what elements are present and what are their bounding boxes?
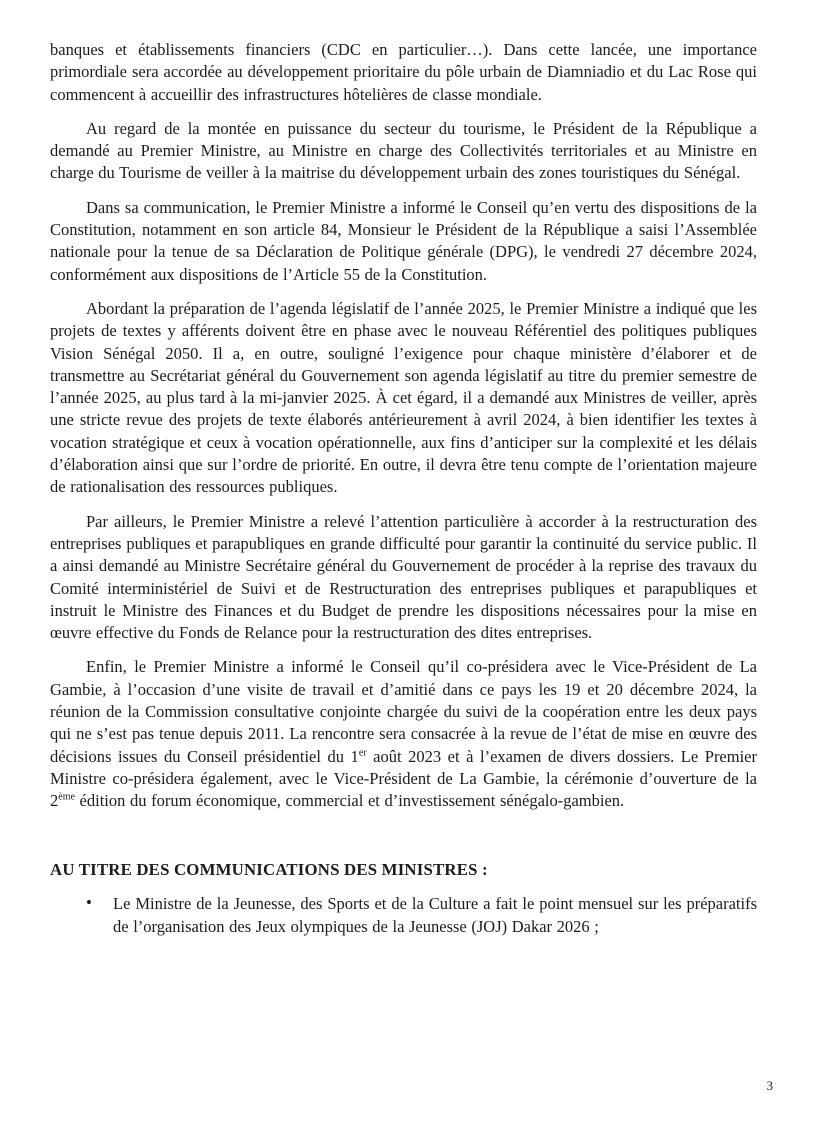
paragraph-agenda-legislatif: Abordant la préparation de l’agenda législatif de l’année 2025, le Premier Ministre a indiqué que les projets de textes y afférents doivent être en phase avec le nouveau Référentiel des politiques publiques Vision Sénégal 2050. Il a, en outre, souligné l’exigence pour chaque ministère d’élaborer et de transmettre au Secrétariat général du Gouvernement son agenda législatif au titre du premier semestre de l’année 2025, au plus tard à la mi-janvier 2025. À cet égard, il a demandé aux Ministres de veiller, après une stricte revue des projets de texte élaborés antérieurement à avril 2024, à bien identifier les textes à vocation stratégique et ceux à vocation opérationnelle, aux fins d’anticiper sur la complexité et les délais d’élaboration ainsi que sur l’ordre de priorité. En outre, il devra être tenu compte de l’orientation majeure de rationalisation des ressources publiques.: [50, 298, 757, 497]
section-heading-communications-ministres: AU TITRE DES COMMUNICATIONS DES MINISTRES :: [50, 859, 488, 879]
paragraph-entreprises-publiques: Par ailleurs, le Premier Ministre a relevé l’attention particulière à accorder à la restructuration des entreprises publiques et parapubliques en grande difficulté pour garantir la continuité du service public. Il a ainsi demandé au Ministre Secrétaire général du Gouvernement de procéder à la reprise des travaux du Comité interministériel de Suivi et de Restructuration des entreprises publiques et parapubliques et instruit le Ministre des Finances et du Budget de prendre les dispositions nécessaires pour la mise en œuvre effective du Fonds de Relance pour la restructuration des dites entreprises.: [50, 511, 757, 643]
page-number: 3: [766, 1078, 773, 1093]
paragraph-tourisme-president: Au regard de la montée en puissance du secteur du tourisme, le Président de la République a demandé au Premier Ministre, au Ministre en charge des Collectivités territoriales et au Ministre en charge du Tourisme de veiller à la maitrise du développement urbain des zones touristiques du Sénégal.: [50, 118, 757, 183]
paragraph-gambie-text-3: édition du forum économique, commercial et d’investissement sénégalo-gambien.: [74, 791, 625, 811]
paragraph-communication-dpg: Dans sa communication, le Premier Ministre a informé le Conseil qu’en vertu des dispositions de la Constitution, notamment en son article 84, Monsieur le Président de la République a saisi l’Assemblée nationale pour la tenue de sa Déclaration de Politique générale (DPG), le vendredi 27 décembre 2024, conformément aux dispositions de l’Article 55 de la Constitution.: [50, 197, 757, 284]
superscript-er: er: [358, 747, 367, 759]
paragraph-gambie-text-2: août 2023 et à l’examen de divers dossiers. Le Premier Ministre co-présidera également, avec le Vice-Président de La Gambie, la cérémonie d’ouverture de la 2: [50, 746, 757, 811]
list-item-text: Le Ministre de la Jeunesse, des Sports et de la Culture a fait le point mensuel sur les préparatifs de l’organisation des Jeux olympiques de la Jeunesse (JOJ) Dakar 2026 ;: [113, 893, 757, 936]
paragraph-gambie-text-1: Enfin, le Premier Ministre a informé le Conseil qu’il co-présidera avec le Vice-Président de La Gambie, à l’occasion d’une visite de travail et d’amitié dans ce pays les 19 et 20 décembre 2024, la réunion de la Commission consultative conjointe chargée du suivi de la coopération entre les deux pays qui ne s’est pas tenue depuis 2011. La rencontre sera consacrée à la revue de l’état de mise en œuvre des décisions issues du Conseil présidentiel du 1: [50, 657, 757, 766]
paragraph-gambie: [50, 656, 757, 812]
bullet-list: [50, 893, 757, 939]
list-item-joj-dakar-2026: [50, 893, 757, 939]
paragraph-banques-tourisme: banques et établissements financiers (CDC en particulier…). Dans cette lancée, une importance primordiale sera accordée au développement prioritaire du pôle urbain de Diamniadio et du Lac Rose qui commencent à accueillir des infrastructures hôtelières de classe mondiale.: [50, 40, 757, 104]
bullet-icon: •: [86, 892, 92, 912]
superscript-eme: ème: [58, 791, 75, 803]
